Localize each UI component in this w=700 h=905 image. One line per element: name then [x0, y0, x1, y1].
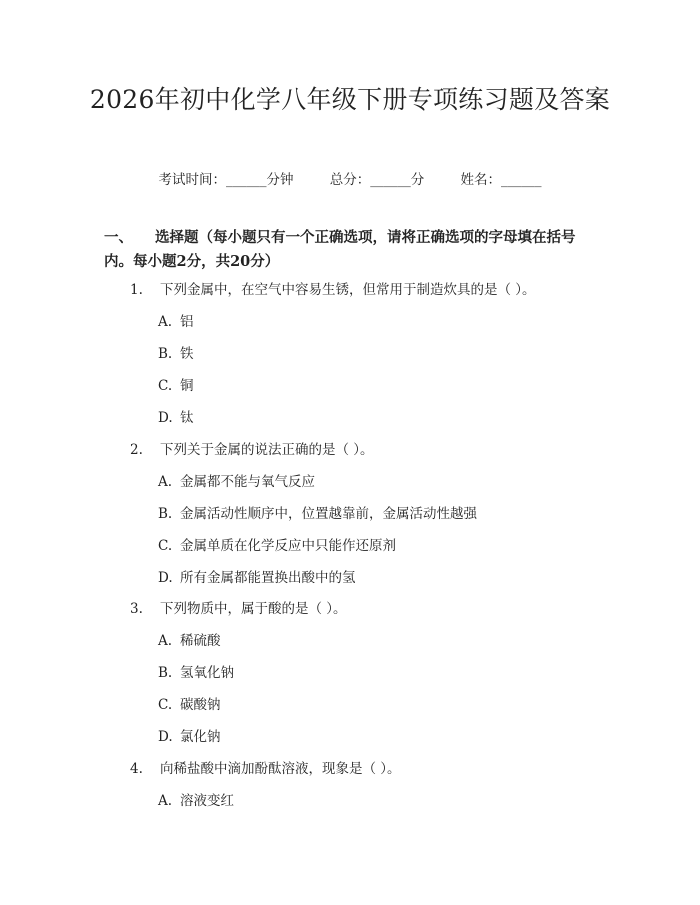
option-letter: A. — [158, 314, 173, 330]
question-number: 3. — [130, 601, 143, 617]
option-item — [158, 376, 194, 396]
page-title: 2026年初中化学八年级下册专项练习题及答案 — [89, 85, 611, 114]
section-heading — [104, 226, 604, 274]
option-text: 金属单质在化学反应中只能作还原剂 — [180, 538, 396, 554]
option-letter: C. — [158, 538, 173, 554]
question-text: 向稀盐酸中滴加酚酞溶液，现象是（ ）。 — [160, 761, 401, 777]
option-letter: C. — [158, 378, 173, 394]
total-score-label: 总分：______分 — [329, 172, 425, 188]
option-text: 金属活动性顺序中，位置越靠前，金属活动性越强 — [180, 506, 477, 522]
option-text: 氯化钠 — [180, 729, 221, 745]
option-item — [158, 791, 234, 811]
option-letter: A. — [158, 633, 173, 649]
option-item — [158, 568, 356, 588]
option-item — [158, 472, 315, 492]
option-text: 铝 — [180, 314, 194, 330]
question — [130, 759, 401, 779]
exam-time-label: 考试时间：______分钟 — [158, 172, 294, 188]
section-number: 一、 — [104, 229, 133, 246]
option-item — [158, 312, 194, 332]
option-text: 铁 — [180, 346, 194, 362]
question-number: 2. — [130, 442, 143, 458]
option-letter: A. — [158, 793, 173, 809]
option-letter: B. — [158, 665, 173, 681]
option-item — [158, 504, 477, 524]
option-item — [158, 695, 221, 715]
option-text: 稀硫酸 — [180, 633, 221, 649]
question-text: 下列金属中，在空气中容易生锈，但常用于制造炊具的是（ ）。 — [160, 282, 536, 298]
option-letter: C. — [158, 697, 173, 713]
option-text: 溶液变红 — [180, 793, 234, 809]
option-text: 金属都不能与氧气反应 — [180, 474, 315, 490]
question — [130, 440, 374, 460]
option-item — [158, 663, 234, 683]
name-label: 姓名：______ — [460, 172, 542, 188]
question — [130, 599, 347, 619]
section-text: 选择题（每小题只有一个正确选项，请将正确选项的字母填在括号内。每小题2分，共20分） — [104, 229, 576, 270]
option-letter: D. — [158, 729, 173, 745]
option-item — [158, 344, 194, 364]
question-text: 下列物质中，属于酸的是（ ）。 — [160, 601, 347, 617]
option-text: 氢氧化钠 — [180, 665, 234, 681]
option-item — [158, 727, 221, 747]
option-item — [158, 408, 194, 428]
question-number: 1. — [130, 282, 143, 298]
option-letter: B. — [158, 506, 173, 522]
option-text: 钛 — [180, 410, 194, 426]
option-letter: D. — [158, 570, 173, 586]
exam-meta — [0, 170, 700, 190]
question — [130, 280, 536, 300]
option-item — [158, 536, 396, 556]
question-text: 下列关于金属的说法正确的是（ ）。 — [160, 442, 374, 458]
option-text: 碳酸钠 — [180, 697, 221, 713]
question-number: 4. — [130, 761, 143, 777]
option-letter: A. — [158, 474, 173, 490]
option-letter: D. — [158, 410, 173, 426]
option-text: 铜 — [180, 378, 194, 394]
option-item — [158, 631, 221, 651]
option-letter: B. — [158, 346, 173, 362]
option-text: 所有金属都能置换出酸中的氢 — [180, 570, 356, 586]
